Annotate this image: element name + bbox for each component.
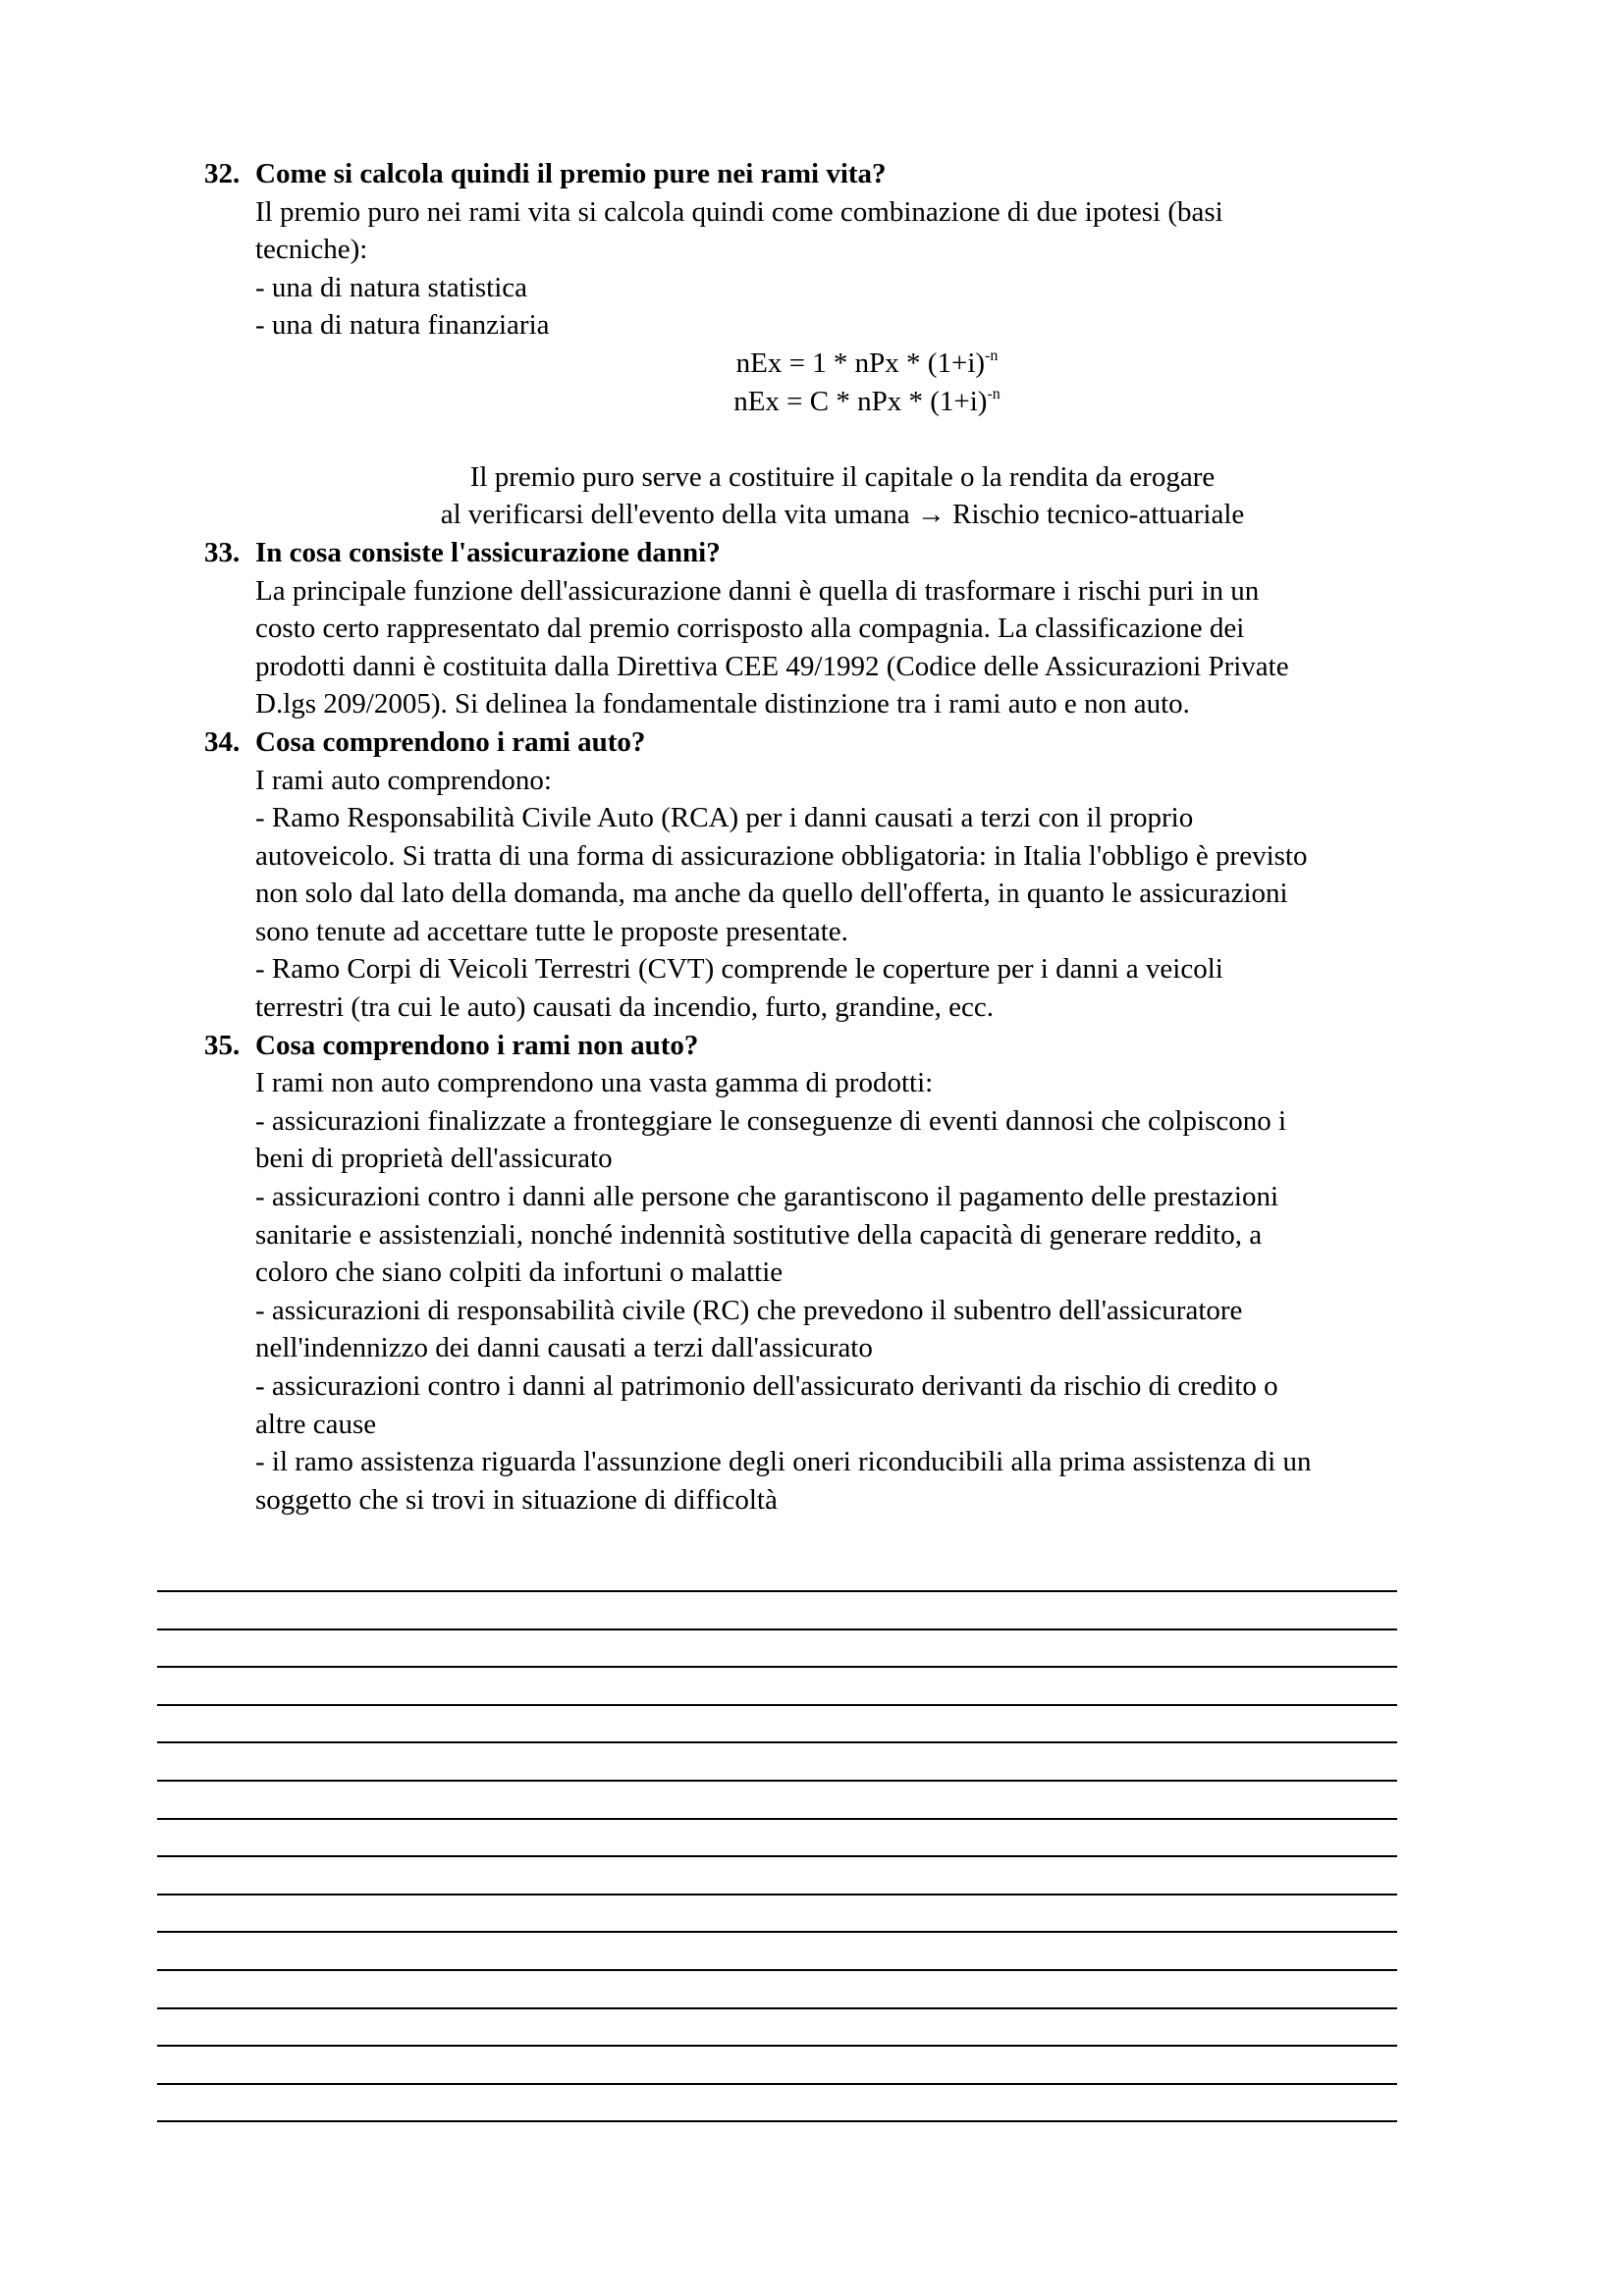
notes-line xyxy=(157,1894,1397,1896)
answer-line: tecniche): xyxy=(255,234,368,266)
notes-line xyxy=(157,2045,1397,2047)
notes-line xyxy=(157,1931,1397,1933)
answer-line: soggetto che si trovi in situazione di difficoltà xyxy=(255,1483,778,1516)
formula-exponent: -n xyxy=(985,347,999,364)
answer-35 xyxy=(255,1064,1481,1519)
question-number: 35. xyxy=(204,1029,241,1061)
answer-33 xyxy=(255,572,1481,723)
spacer xyxy=(204,420,1481,458)
question-number: 32. xyxy=(204,158,241,189)
answer-line: sanitarie e assistenziali, nonché indennità sostitutive della capacità di generare reddito, a xyxy=(255,1218,1263,1251)
notes-line xyxy=(157,2120,1397,2122)
answer-line: D.lgs 209/2005). Si delinea la fondamentale distinzione tra i rami auto e non auto. xyxy=(255,688,1190,721)
notes-line xyxy=(157,1590,1397,1592)
question-number: 33. xyxy=(204,536,241,568)
notes-line xyxy=(157,1629,1397,1630)
answer-line: Il premio puro nei rami vita si calcola quindi come combinazione di due ipotesi (basi xyxy=(255,195,1223,228)
notes-line xyxy=(157,1855,1397,1857)
notes-lines xyxy=(157,1590,1397,2159)
question-title: Cosa comprendono i rami auto? xyxy=(255,725,646,758)
answer-line: - assicurazioni contro i danni al patrimonio dell'assicurato derivanti da rischio di credito o xyxy=(255,1370,1278,1402)
note-line: al verificarsi dell'evento della vita umana → Rischio tecnico-attuariale xyxy=(440,499,1245,531)
answer-line: prodotti danni è costituita dalla Direttiva CEE 49/1992 (Codice delle Assicurazioni Private xyxy=(255,650,1289,682)
answer-line: - il ramo assistenza riguarda l'assunzione degli oneri riconducibili alla prima assistenza di un xyxy=(255,1446,1312,1478)
answer-line: I rami non auto comprendono una vasta gamma di prodotti: xyxy=(255,1067,934,1099)
notes-line xyxy=(157,1741,1397,1743)
answer-line: - una di natura finanziaria xyxy=(255,309,550,342)
notes-line xyxy=(157,1969,1397,1971)
document-body xyxy=(204,155,1481,1519)
answer-line: - assicurazioni di responsabilità civile (RC) che prevedono il subentro dell'assicuratore xyxy=(255,1294,1243,1326)
answer-line: autoveicolo. Si tratta di una forma di assicurazione obbligatoria: in Italia l'obbligo è previsto xyxy=(255,839,1308,872)
question-number: 34. xyxy=(204,725,241,758)
notes-line xyxy=(157,1818,1397,1820)
answer-line: - una di natura statistica xyxy=(255,271,528,303)
answer-line: - assicurazioni finalizzate a fronteggiare le conseguenze di eventi dannosi che colpiscono i xyxy=(255,1104,1287,1137)
answer-line: terrestri (tra cui le auto) causati da incendio, furto, grandine, ecc. xyxy=(255,991,995,1024)
question-32-heading xyxy=(204,155,1481,193)
question-title: Come si calcola quindi il premio pure nei rami vita? xyxy=(255,158,887,189)
answer-line: non solo dal lato della domanda, ma anche da quello dell'offerta, in quanto le assicurazioni xyxy=(255,878,1288,910)
answer-line: La principale funzione dell'assicurazione danni è quella di trasformare i rischi puri in un xyxy=(255,574,1260,607)
formula-text: nEx = C * nPx * (1+i) xyxy=(733,385,988,417)
question-title: In cosa consiste l'assicurazione danni? xyxy=(255,536,721,568)
question-34-heading xyxy=(204,723,1481,762)
note-line: Il premio puro serve a costituire il capitale o la rendita da erogare xyxy=(469,460,1216,493)
notes-line xyxy=(157,1704,1397,1706)
notes-line xyxy=(157,2007,1397,2009)
notes-line xyxy=(157,2083,1397,2085)
answer-line: costo certo rappresentato dal premio corrisposto alla compagnia. La classificazione dei xyxy=(255,613,1245,645)
notes-line xyxy=(157,1666,1397,1668)
answer-line: I rami auto comprendono: xyxy=(255,764,552,796)
notes-line xyxy=(157,1780,1397,1782)
question-title: Cosa comprendono i rami non auto? xyxy=(255,1029,699,1061)
answer-line: - Ramo Responsabilità Civile Auto (RCA) per i danni causati a terzi con il proprio xyxy=(255,802,1194,834)
formula-text: nEx = 1 * nPx * (1+i) xyxy=(735,347,986,379)
formula-1 xyxy=(253,345,1481,383)
answer-line: altre cause xyxy=(255,1408,377,1440)
question-35-heading xyxy=(204,1027,1481,1065)
formula-exponent: -n xyxy=(987,385,1001,402)
answer-line: coloro che siano colpiti da infortuni o malattie xyxy=(255,1256,784,1289)
answer-line: beni di proprietà dell'assicurato xyxy=(255,1143,613,1175)
answer-32 xyxy=(255,193,1481,345)
answer-34 xyxy=(255,762,1481,1027)
answer-line: - assicurazioni contro i danni alle persone che garantiscono il pagamento delle prestazioni xyxy=(255,1181,1279,1213)
answer-line: - Ramo Corpi di Veicoli Terrestri (CVT) comprende le coperture per i danni a veicoli xyxy=(255,953,1223,986)
answer-line: sono tenute ad accettare tutte le proposte presentate. xyxy=(255,915,848,947)
answer-line: nell'indennizzo dei danni causati a terzi dall'assicurato xyxy=(255,1332,873,1364)
formula-2 xyxy=(253,383,1481,421)
question-33-heading xyxy=(204,534,1481,572)
